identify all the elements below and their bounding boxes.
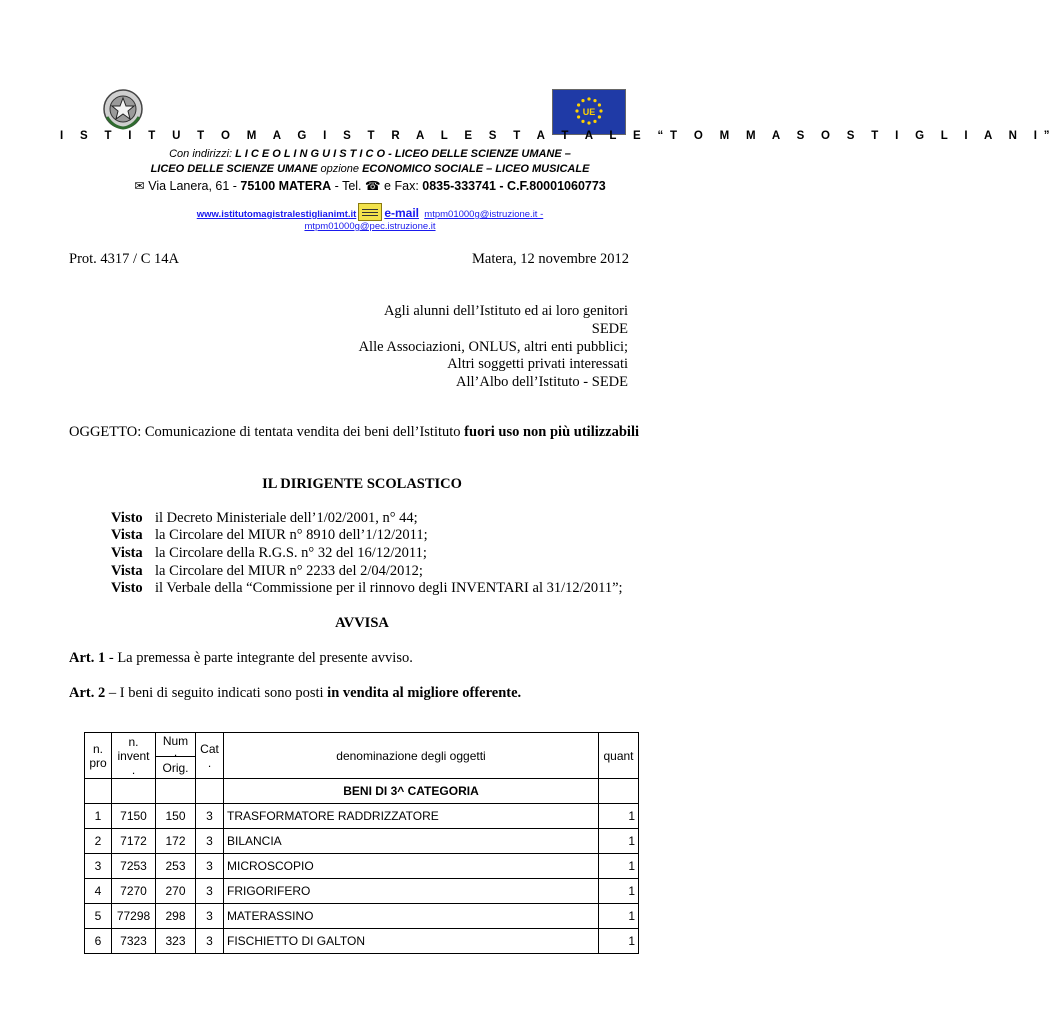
visto-text: la Circolare del MIUR n° 8910 dell’1/12/2011;: [155, 527, 428, 543]
cell-invent: 77298: [112, 904, 156, 929]
italian-emblem-icon: [101, 87, 145, 131]
header-cat: [196, 733, 224, 779]
mail-icon: [358, 203, 382, 221]
cell-invent: 7270: [112, 879, 156, 904]
table-row: [85, 854, 639, 879]
article-2-text: – I beni di seguito indicati sono posti: [105, 685, 328, 701]
envelope-icon: ✉: [134, 179, 145, 193]
recipient-line: Agli alunni dell’Istituto ed ai loro genitori: [383, 303, 628, 319]
cell-cat: 3: [196, 904, 224, 929]
address-street: Via Lanera, 61 -: [148, 179, 241, 193]
cell-pro: 2: [85, 829, 112, 854]
header-curricula-line-2: [60, 163, 680, 175]
cell-quant: 1: [599, 804, 639, 829]
cell-name: TRASFORMATORE RADDRIZZATORE: [224, 804, 599, 829]
address-phone-cf: 0835-333741 - C.F.80001060773: [422, 179, 606, 193]
recipient-line: Altri soggetti privati interessati: [447, 356, 628, 372]
cell-name: MICROSCOPIO: [224, 854, 599, 879]
header-quant: quant: [599, 733, 639, 779]
visto-line: [111, 580, 623, 597]
protocol-number: Prot. 4317 / C 14A: [69, 251, 179, 267]
table-row: [85, 904, 639, 929]
table-row: [85, 929, 639, 954]
cell-orig: 253: [156, 854, 196, 879]
visto-text: la Circolare della R.G.S. n° 32 del 16/12/2011;: [155, 545, 427, 561]
header-text: .: [131, 762, 136, 777]
cell-quant: 1: [599, 829, 639, 854]
curricula-part-c: ECONOMICO SOCIALE – LICEO MUSICALE: [359, 163, 590, 175]
visto-text: la Circolare del MIUR n° 2233 del 2/04/2012;: [155, 563, 423, 579]
header-curricula-line: [60, 148, 680, 160]
visto-text: il Verbale della “Commissione per il rinnovo degli INVENTARI al 31/12/2011”;: [155, 580, 623, 596]
address-fax-label: e Fax:: [380, 179, 423, 193]
cell-orig: 323: [156, 929, 196, 954]
header-n-pro: [85, 733, 112, 779]
header-text: pro: [89, 755, 107, 770]
section-title: BENI DI 3^ CATEGORIA: [224, 779, 599, 804]
header-text: n.: [128, 734, 139, 749]
cell-name: MATERASSINO: [224, 904, 599, 929]
header-address-line: [60, 178, 680, 193]
address-tel-label: - Tel.: [331, 179, 365, 193]
article-2: [69, 685, 521, 702]
header-text: Cat: [200, 741, 219, 756]
eu-flag-icon: [552, 89, 626, 135]
cell-pro: 4: [85, 879, 112, 904]
article-2-label: Art. 2: [69, 685, 106, 701]
article-1: [69, 650, 413, 667]
header-text: invent: [117, 748, 150, 763]
cell-pro: 3: [85, 854, 112, 879]
table-row: [85, 829, 639, 854]
header-orig: Orig.: [156, 757, 196, 779]
email-label: e-mail: [384, 206, 420, 220]
email-link[interactable]: mtpm01000g@istruzione.it -: [424, 209, 544, 220]
eu-label: UE: [582, 107, 596, 117]
visto-label: Vista: [111, 545, 143, 561]
cell-invent: 7323: [112, 929, 156, 954]
cell-invent: 7172: [112, 829, 156, 854]
cell-name: FISCHIETTO DI GALTON: [224, 929, 599, 954]
cell-quant: 1: [599, 904, 639, 929]
cell-pro: 6: [85, 929, 112, 954]
visto-line: [111, 563, 423, 580]
recipient-line: SEDE: [591, 321, 628, 337]
header-text: .: [173, 744, 178, 759]
cell-orig: 150: [156, 804, 196, 829]
curricula-part-a: LICEO DELLE SCIENZE UMANE: [150, 163, 321, 175]
table-row: [85, 879, 639, 904]
visto-line: [111, 545, 427, 562]
cell-name: FRIGORIFERO: [224, 879, 599, 904]
curricula-prefix: Con indirizzi:: [169, 148, 236, 160]
address-city: 75100 MATERA: [240, 179, 332, 193]
visto-label: Visto: [111, 510, 143, 526]
cell-cat: 3: [196, 879, 224, 904]
header-text: .: [207, 755, 212, 770]
subject-bold: fuori uso non più utilizzabili: [464, 424, 640, 440]
article-1-label: Art. 1: [69, 650, 106, 666]
table-row: [85, 804, 639, 829]
visto-label: Visto: [111, 580, 143, 596]
curricula-list: L I C E O L I N G U I S T I C O - LICEO DELLE SCIENZE UMANE –: [235, 148, 571, 160]
phone-icon: ☎: [365, 179, 381, 193]
avvisa-heading: AVVISA: [335, 615, 389, 631]
recipient-line: All’Albo dell’Istituto - SEDE: [456, 374, 628, 390]
cell-pro: 1: [85, 804, 112, 829]
cell-pro: 5: [85, 904, 112, 929]
cell-cat: 3: [196, 829, 224, 854]
header-links: [60, 203, 680, 221]
cell-orig: 298: [156, 904, 196, 929]
cell-orig: 172: [156, 829, 196, 854]
cell-invent: 7150: [112, 804, 156, 829]
cell-quant: 1: [599, 929, 639, 954]
subject-text: OGGETTO: Comunicazione di tentata vendita dei beni dell’Istituto: [69, 424, 465, 440]
letter-subject: [69, 424, 639, 441]
cell-cat: 3: [196, 804, 224, 829]
visto-label: Vista: [111, 527, 143, 543]
pec-line: [60, 221, 680, 232]
header-denominazione: denominazione degli oggetti: [224, 733, 599, 779]
visto-text: il Decreto Ministeriale dell’1/02/2001, n° 44;: [155, 510, 418, 526]
table-row-section: [85, 779, 639, 804]
cell-name: BILANCIA: [224, 829, 599, 854]
header-num: [156, 733, 196, 757]
cell-invent: 7253: [112, 854, 156, 879]
header-text: n.: [92, 741, 103, 756]
cell-cat: 3: [196, 929, 224, 954]
website-link[interactable]: www.istitutomagistralestiglianimt.it: [196, 209, 357, 220]
items-table: [84, 732, 639, 954]
letter-date: Matera, 12 novembre 2012: [472, 251, 630, 267]
cell-quant: 1: [599, 854, 639, 879]
visto-line: [111, 510, 418, 527]
header-text: Num: [162, 733, 189, 748]
curricula-part-b: opzione: [320, 163, 360, 175]
article-1-text: - La premessa è parte integrante del presente avviso.: [105, 650, 413, 666]
cell-orig: 270: [156, 879, 196, 904]
pec-link[interactable]: mtpm01000g@pec.istruzione.it: [304, 221, 436, 232]
visto-line: [111, 527, 428, 544]
recipient-line: Alle Associazioni, ONLUS, altri enti pubblici;: [358, 339, 628, 355]
section-heading: IL DIRIGENTE SCOLASTICO: [262, 476, 462, 492]
visto-label: Vista: [111, 563, 143, 579]
cell-quant: 1: [599, 879, 639, 904]
article-2-bold: in vendita al migliore offerente.: [327, 685, 522, 701]
cell-cat: 3: [196, 854, 224, 879]
institute-name: I S T I T U T O M A G I S T R A L E S T A T A L E “T O M M A S O S T I G L I A N I”: [60, 130, 1056, 142]
header-n-invent: [112, 733, 156, 779]
